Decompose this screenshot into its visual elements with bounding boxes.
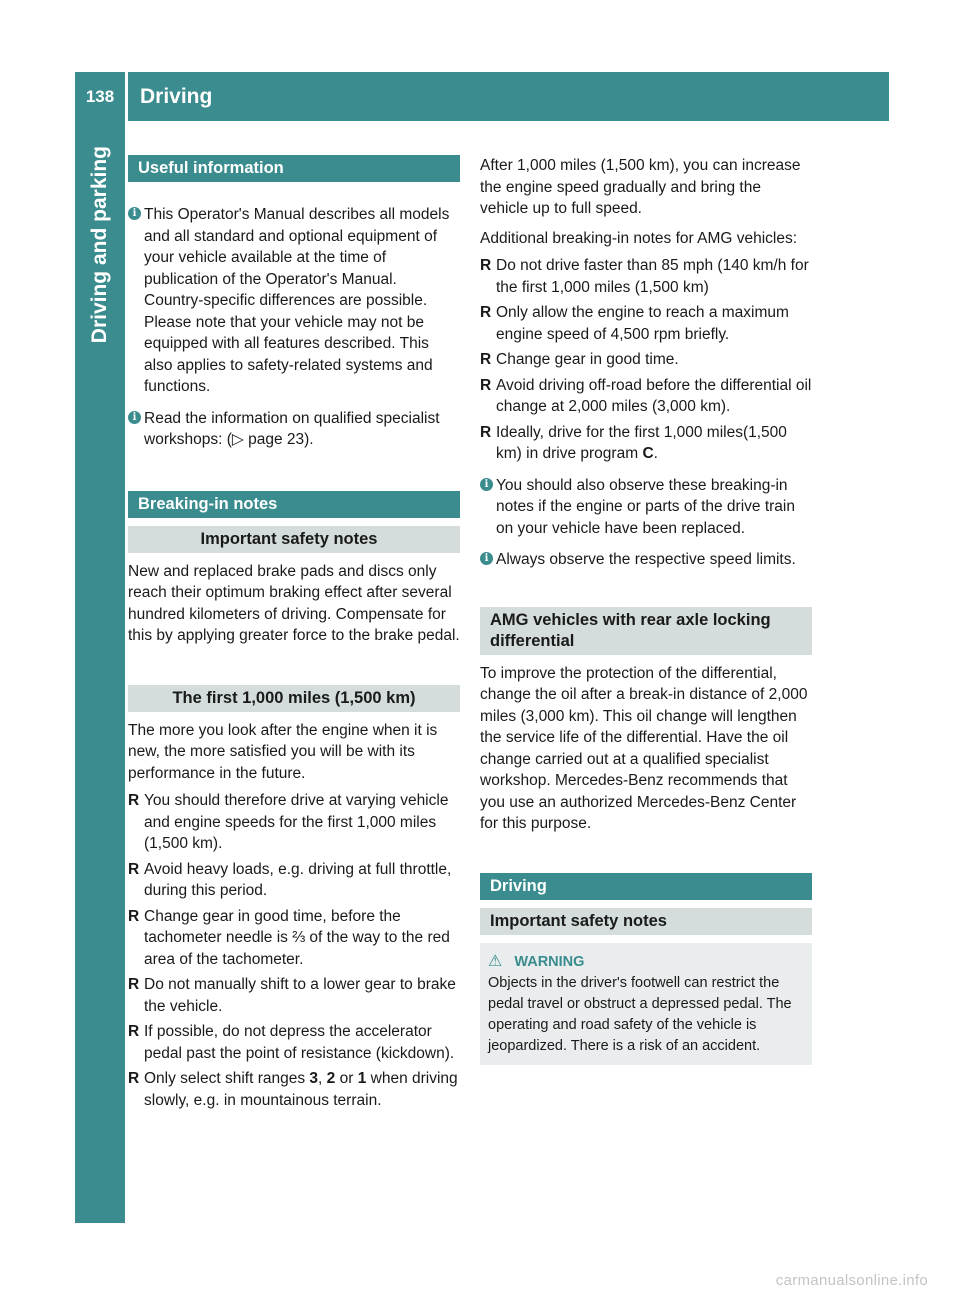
shift-range-3: 3	[309, 1070, 319, 1087]
bullet-mark: R	[128, 976, 140, 993]
list-item	[128, 1021, 460, 1064]
info-note-text	[144, 408, 460, 451]
list-item	[128, 1068, 460, 1111]
header-divider	[125, 72, 128, 121]
list-item-text: Avoid heavy loads, e.g. driving at full throttle, during this period.	[144, 860, 452, 899]
text-fragment: Only select shift ranges	[144, 1070, 310, 1087]
bullet-mark: R	[480, 376, 492, 394]
amg-intro: Additional breaking-in notes for AMG vehicles:	[480, 229, 798, 247]
text-fragment: ,	[318, 1070, 327, 1087]
heading-breaking-in-notes: Breaking-in notes	[128, 491, 460, 518]
amg-diff-text: To improve the protection of the differential, change the oil after a break-in distance of 2,000 miles (3,000 km). This oil change will lengthen the service life of the differential. Have the oil change carried out at a qualified specialist workshop. Mercedes-Benz recommends that you use an authorized Mercedes-Benz Center for this purpose.	[480, 664, 808, 832]
list-item-text: If possible, do not depress the accelerator pedal past the point of resistance (kickdown).	[144, 1023, 455, 1062]
bullet-mark: R	[128, 907, 140, 925]
bullet-mark: R	[128, 1070, 140, 1087]
info-icon: i	[128, 411, 141, 424]
info-icon: i	[128, 207, 141, 220]
watermark: carmanualsonline.info	[775, 1272, 928, 1289]
list-item-text: Change gear in good time, before the tachometer needle is ⅔ of the way to the red area of the tachometer.	[144, 907, 450, 968]
warning-header	[488, 951, 804, 973]
warning-triangle-icon: ⚠	[488, 952, 503, 970]
bullet-mark: R	[480, 257, 492, 274]
list-item	[128, 859, 460, 902]
warning-title: WARNING	[514, 953, 585, 970]
list-item	[480, 255, 812, 298]
left-column	[128, 155, 460, 1111]
bullet-mark: R	[128, 792, 140, 809]
list-item	[480, 302, 812, 345]
shift-range-2: 2	[326, 1070, 336, 1087]
subheading-important-safety-notes: Important safety notes	[128, 526, 460, 553]
breaking-in-text: New and replaced brake pads and discs only reach their optimum braking effect after several hundred kilometers of driving. Compensate for this by applying greater force to the brake pedal.	[128, 562, 460, 644]
bullet-mark: R	[480, 423, 492, 441]
list-item	[128, 974, 460, 1017]
info-note-text: This Operator's Manual describes all models and all standard and optional equipment of your vehicle available at the time of publication of the Operator's Manual. Country-specific differences are possible. Please note that your vehicle may not be equipped with all features described. This also applies to safety-related systems and functions.	[144, 206, 450, 395]
after-1000-miles-text: After 1,000 miles (1,500 km), you can increase the engine speed gradually and bring the vehicle up to full speed.	[480, 157, 801, 217]
text-fragment: when driving slowly, e.g. in mountainous terrain.	[144, 1070, 458, 1109]
heading-useful-information: Useful information	[128, 155, 460, 182]
bullet-mark: R	[480, 351, 492, 368]
amg-list	[480, 255, 812, 465]
warning-text: Objects in the driver's footwell can restrict the pedal travel or obstruct a depressed pedal. The operating and road safety of the vehicle is jeopardized. There is a risk of an accident.	[488, 974, 792, 1054]
page-title: Driving	[140, 84, 213, 108]
side-tab-label-wrap	[75, 140, 125, 460]
first-miles-intro: The more you look after the engine when it is new, the more satisfied you will be with its performance in the future.	[128, 721, 438, 782]
list-item-text: Only allow the engine to reach a maximum engine speed of 4,500 rpm briefly.	[496, 304, 789, 343]
list-item-text: Do not drive faster than 85 mph (140 km/h for the first 1,000 miles (1,500 km)	[496, 257, 809, 296]
text-fragment: .	[653, 445, 658, 462]
text-fragment: or	[335, 1070, 358, 1087]
subheading-important-safety-notes: Important safety notes	[480, 908, 812, 935]
list-item-text	[496, 424, 787, 463]
info-note	[128, 408, 460, 451]
side-tab-label: Driving and parking	[88, 146, 111, 344]
list-item-text: You should therefore drive at varying vehicle and engine speeds for the first 1,000 miles (1,500 km).	[144, 792, 449, 852]
right-column	[480, 155, 812, 1065]
first-miles-list	[128, 790, 460, 1111]
list-item	[128, 906, 460, 971]
info-note-text: Always observe the respective speed limits.	[496, 551, 796, 568]
bullet-mark: R	[128, 860, 140, 878]
list-item-text: Do not manually shift to a lower gear to brake the vehicle.	[144, 976, 456, 1015]
info-icon: i	[480, 478, 493, 491]
heading-first-1000-miles: The first 1,000 miles (1,500 km)	[128, 685, 460, 712]
info-note	[128, 204, 460, 398]
info-icon: i	[480, 552, 493, 565]
list-item	[480, 422, 812, 465]
page-reference-link[interactable]: ▷ page 23).	[231, 431, 314, 448]
list-item-text: Avoid driving off-road before the differential oil change at 2,000 miles (3,000 km).	[496, 376, 812, 415]
heading-driving: Driving	[480, 873, 812, 900]
info-note	[480, 475, 812, 540]
info-note	[480, 549, 812, 571]
drive-program-c: C	[642, 445, 654, 462]
heading-amg-rear-axle: AMG vehicles with rear axle locking differential	[480, 607, 812, 655]
list-item	[480, 375, 812, 418]
note-text-prefix: Read the information on qualified specialist workshops: (	[144, 409, 440, 448]
list-item	[480, 349, 812, 371]
text-fragment: Ideally, drive for the first 1,000 miles(1,500 km) in drive program	[496, 423, 787, 462]
bullet-mark: R	[128, 1023, 140, 1040]
list-item-text: Change gear in good time.	[496, 351, 679, 368]
info-note-text: You should also observe these breaking-in notes if the engine or parts of the drive train on your vehicle have been replaced.	[496, 476, 795, 537]
list-item-text	[144, 1070, 458, 1109]
page-number: 138	[85, 86, 115, 106]
shift-range-1: 1	[357, 1070, 367, 1087]
list-item	[128, 790, 460, 855]
warning-box	[480, 943, 812, 1065]
bullet-mark: R	[480, 304, 492, 321]
